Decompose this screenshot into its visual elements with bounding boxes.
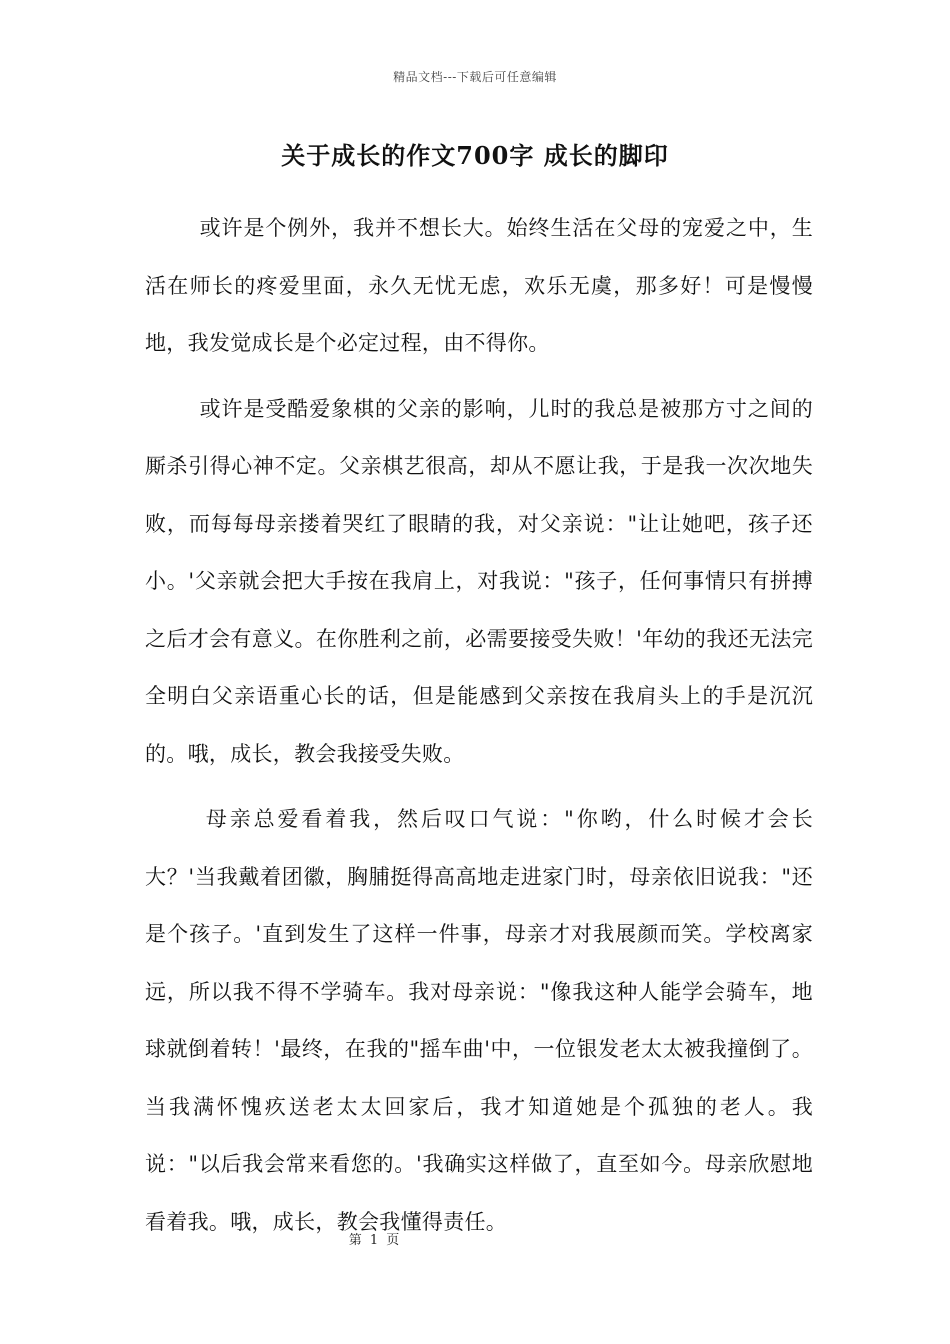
page-number: 第 1 页 [348, 1233, 402, 1248]
document-title: 关于成长的作文700字 成长的脚印 [281, 141, 669, 170]
paragraph-1: 或许是个例外，我并不想长大。始终生活在父母的宠爱之中，生活在师长的疼爱里面，永久无忧无虑，欢乐无虞，那多好！可是慢慢地，我发觉成长是个必定过程，由不得你。 [145, 216, 813, 355]
header-note: 精品文档---下载后可任意编辑 [393, 70, 557, 84]
document-body [145, 200, 813, 1259]
paragraph-2: 或许是受酷爱象棋的父亲的影响，儿时的我总是被那方寸之间的厮杀引得心神不定。父亲棋艺很高，却从不愿让我，于是我一次次地失败，而每每母亲搂着哭红了眼睛的我，对父亲说："让让她吧，孩子还小。'父亲就会把大手按在我肩上，对我说："孩子，任何事情只有拼搏之后才会有意义。在你胜利之前，必需要接受失败！'年幼的我还无法完全明白父亲语重心长的话，但是能感到父亲按在我肩头上的手是沉沉的。哦，成长，教会我接受失败。 [145, 396, 813, 766]
paragraph-3: 母亲总爱看着我，然后叹口气说："你哟，什么时候才会长大？'当我戴着团徽，胸脯挺得高高地走进家门时，母亲依旧说我："还是个孩子。'直到发生了这样一件事，母亲才对我展颜而笑。学校离家远，所以我不得不学骑车。我对母亲说："像我这种人能学会骑车，地球就倒着转！'最终，在我的"摇车曲'中，一位银发老太太被我撞倒了。当我满怀愧疚送老太太回家后，我才知道她是个孤独的老人。我说："以后我会常来看您的。'我确实这样做了，直至如今。母亲欣慰地看着我。哦，成长，教会我懂得责任。 [145, 807, 813, 1234]
